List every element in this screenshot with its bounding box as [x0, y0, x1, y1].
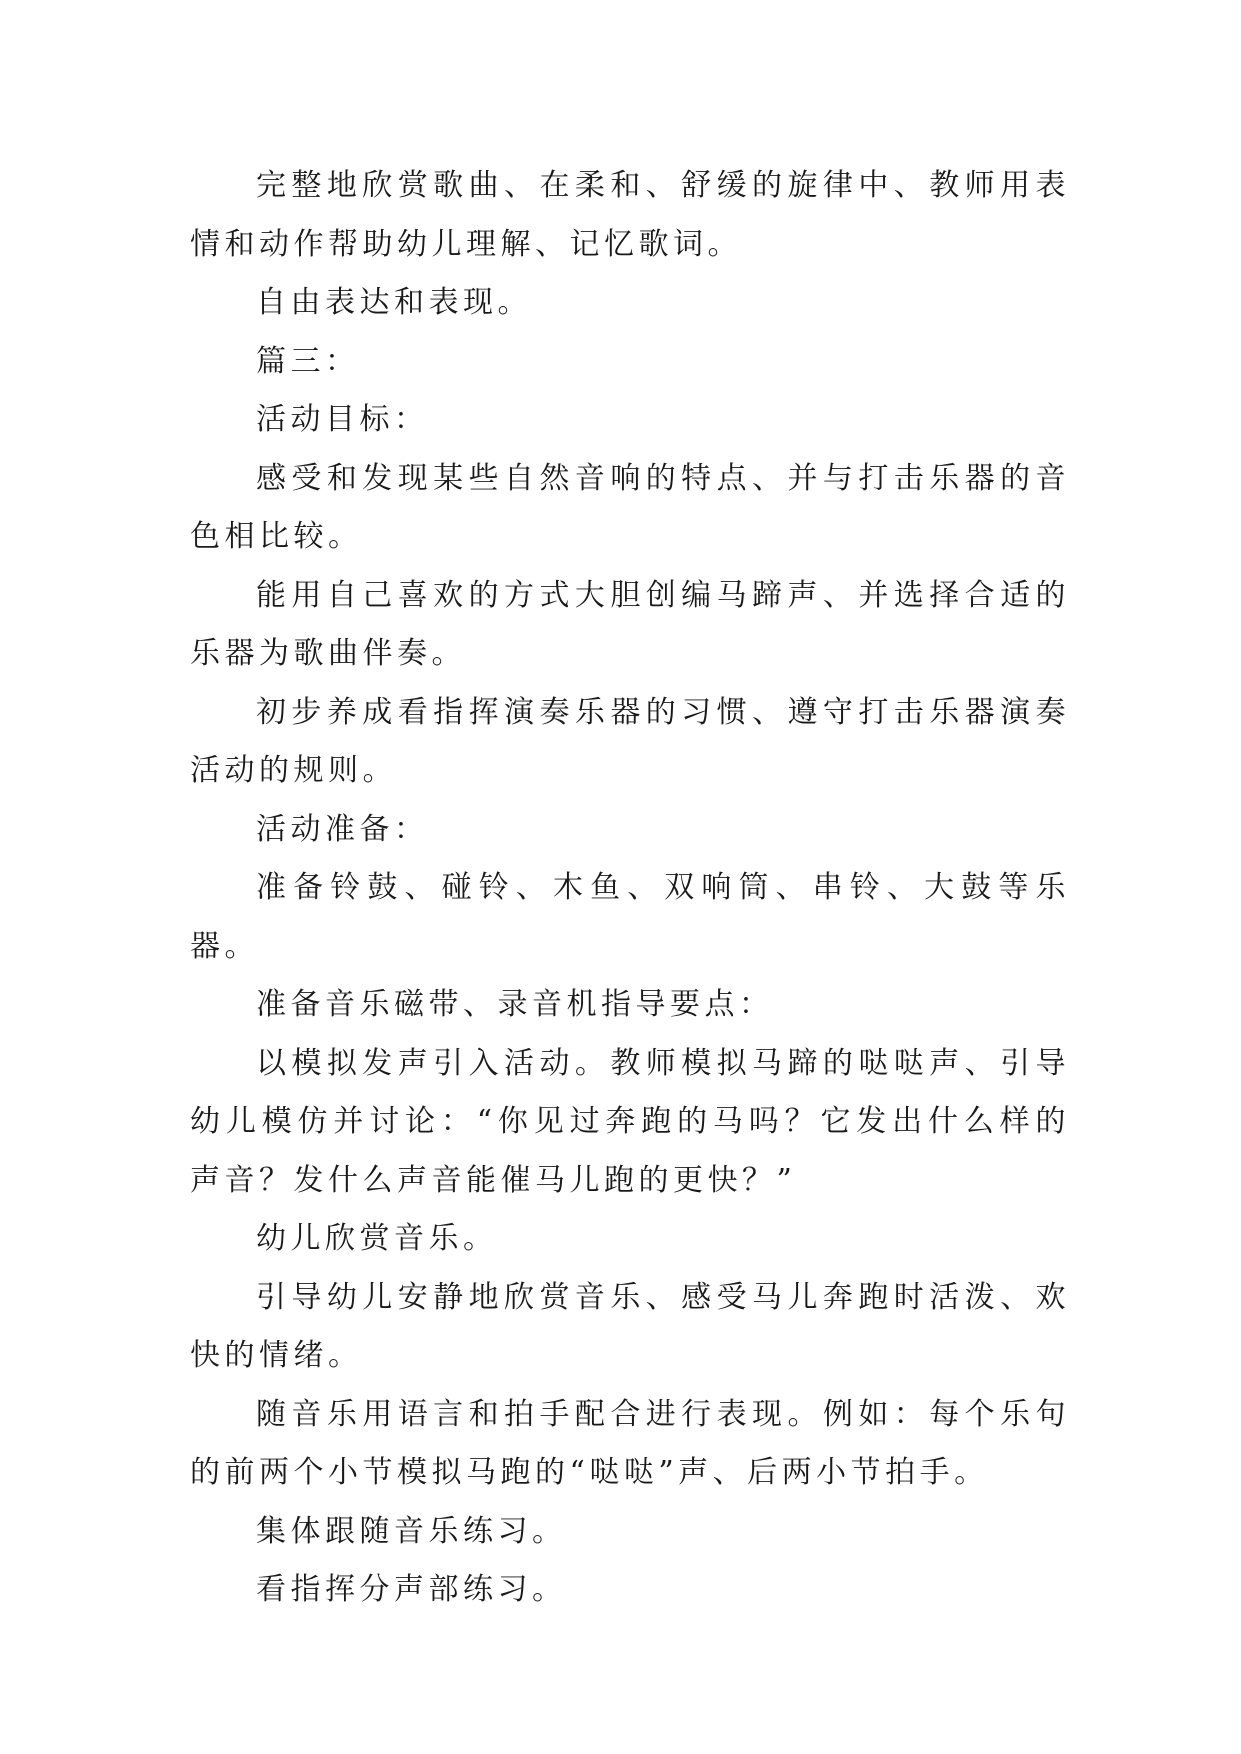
paragraph-introduce-activity: 以模拟发声引入活动。教师模拟马蹄的哒哒声、引导幼儿模仿并讨论：“你见过奔跑的马吗？它发出什么样的声音？发什么声音能催马儿跑的更快？” [190, 1045, 1070, 1198]
paragraph-goal-2: 能用自己喜欢的方式大胆创编马蹄声、并选择合适的乐器为歌曲伴奏。 [190, 577, 1070, 671]
paragraph-prepare-tape: 准备音乐磁带、录音机指导要点： [256, 987, 774, 1022]
paragraph-goal-3: 初步养成看指挥演奏乐器的习惯、遵守打击乐器演奏活动的规则。 [190, 694, 1070, 788]
paragraph-free-expression: 自由表达和表现。 [256, 285, 532, 320]
section-heading-part-three: 篇三： [256, 343, 360, 379]
document-body [190, 157, 1070, 1620]
paragraph-listen-music: 幼儿欣赏音乐。 [256, 1221, 498, 1256]
paragraph-guide-listening: 引导幼儿安静地欣赏音乐、感受马儿奔跑时活泼、欢快的情绪。 [190, 1279, 1070, 1373]
paragraph-group-practice: 集体跟随音乐练习。 [256, 1513, 567, 1549]
paragraph-prepare-instruments: 准备铃鼓、碰铃、木鱼、双响筒、串铃、大鼓等乐器。 [190, 870, 1070, 964]
paragraph-goal-1: 感受和发现某些自然音响的特点、并与打击乐器的音色相比较。 [190, 460, 1070, 554]
paragraph-appreciate-song: 完整地欣赏歌曲、在柔和、舒缓的旋律中、教师用表情和动作帮助幼儿理解、记忆歌词。 [190, 168, 1070, 262]
paragraph-conductor-practice: 看指挥分声部练习。 [256, 1572, 567, 1607]
heading-activity-preparation: 活动准备： [256, 811, 429, 847]
heading-activity-goals: 活动目标： [256, 402, 429, 437]
paragraph-clap-along: 随音乐用语言和拍手配合进行表现。例如：每个乐句的前两个小节模拟马跑的“哒哒”声、后两小节拍手。 [190, 1396, 1070, 1490]
